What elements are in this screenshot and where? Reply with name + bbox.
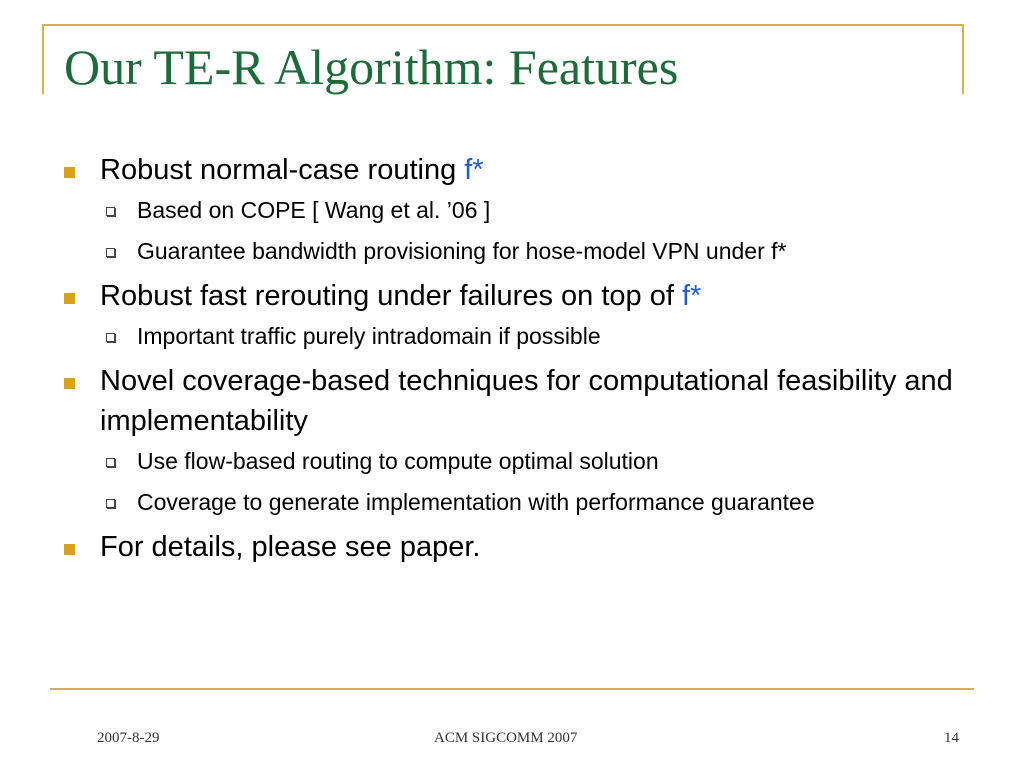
sub-bullet-text: Coverage to generate implementation with performance guarantee	[137, 489, 815, 515]
frame-top-line	[42, 24, 964, 26]
hollow-square-bullet-icon	[106, 248, 115, 257]
bullet-item	[60, 276, 960, 316]
slide-title: Our TE-R Algorithm: Features	[64, 39, 679, 95]
hollow-square-bullet-icon	[106, 333, 115, 342]
sub-bullet-text: Use flow-based routing to compute optimal solution	[137, 448, 659, 474]
bullet-text: Robust normal-case routing	[100, 154, 465, 186]
bullet-text: For details, please see paper.	[100, 531, 481, 563]
footer-conference: ACM SIGCOMM 2007	[434, 730, 578, 746]
sub-bullet-text: Based on COPE [ Wang et al. ’06 ]	[137, 197, 491, 223]
hollow-square-bullet-icon	[106, 458, 115, 467]
slide-content	[60, 150, 960, 571]
sub-bullet-item	[60, 194, 960, 227]
square-bullet-icon	[64, 167, 75, 178]
bullet-text: Novel coverage-based techniques for computational feasibility and implementability	[100, 365, 953, 437]
bullet-accent-text: f*	[681, 280, 702, 312]
hollow-square-bullet-icon	[106, 499, 115, 508]
square-bullet-icon	[64, 293, 75, 304]
sub-bullet-item	[60, 445, 960, 478]
sub-bullet-item	[60, 235, 960, 268]
square-bullet-icon	[64, 378, 75, 389]
sub-bullet-item	[60, 486, 960, 519]
hollow-square-bullet-icon	[106, 207, 115, 216]
frame-left-line	[42, 24, 44, 94]
frame-right-line	[962, 24, 964, 94]
sub-bullet-text: Guarantee bandwidth provisioning for hose-model VPN under f*	[137, 238, 787, 264]
footer-divider	[50, 688, 974, 690]
footer-page-number: 14	[944, 730, 959, 746]
square-bullet-icon	[64, 544, 75, 555]
footer-date: 2007-8-29	[97, 730, 160, 746]
bullet-item	[60, 150, 960, 190]
bullet-accent-text: f*	[464, 154, 484, 186]
sub-bullet-text: Important traffic purely intradomain if possible	[137, 323, 601, 349]
bullet-item	[60, 527, 960, 567]
sub-bullet-item	[60, 320, 960, 353]
bullet-item	[60, 361, 960, 441]
bullet-text: Robust fast rerouting under failures on top of	[100, 280, 682, 312]
